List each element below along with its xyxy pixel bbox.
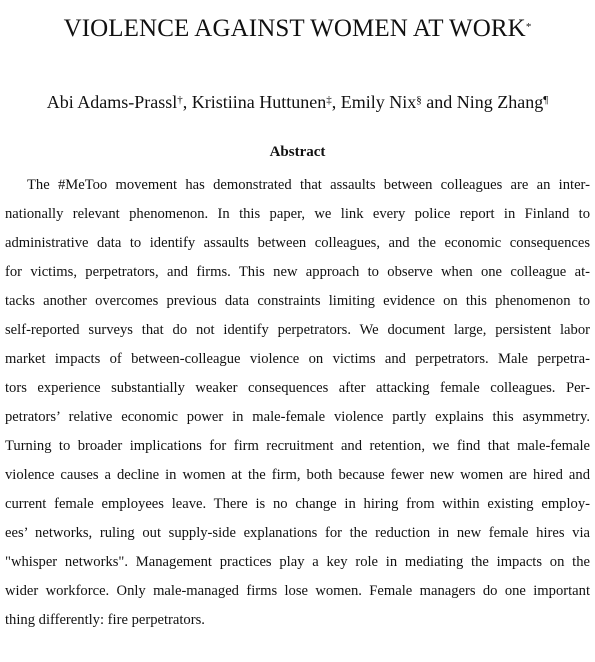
abstract-line: for victims, perpetrators, and firms. This new approach to observe when one colleague at- <box>5 264 590 280</box>
abstract-line: thing differently: fire perpetrators. <box>5 612 205 628</box>
abstract-line: administrative data to identify assaults between colleagues, and the economic consequences <box>5 235 590 251</box>
author-footnote-mark: ¶ <box>543 94 549 106</box>
author-separator: , <box>331 92 341 112</box>
author-name: Kristiina Huttunen <box>191 92 327 112</box>
author-footnote-mark: § <box>416 94 422 106</box>
abstract-line: nationally relevant phenomenon. In this paper, we link every police report in Finland to <box>5 206 590 222</box>
abstract-line: wider workforce. Only male-managed firms lose women. Female managers do one important <box>5 583 590 599</box>
abstract-line: "whisper networks". Management practices play a key role in mediating the impacts on the <box>5 554 590 570</box>
abstract-line: petrators’ relative economic power in male-female violence partly explains this asymmetry. <box>5 409 590 425</box>
paper-title-text: VIOLENCE AGAINST WOMEN AT WORK <box>63 15 526 42</box>
author-list <box>5 90 590 114</box>
abstract-line: current female employees leave. There is no change in hiring from within existing employ- <box>5 496 590 512</box>
abstract-line: tacks another overcomes previous data constraints limiting evidence on this phenomenon to <box>5 293 590 309</box>
abstract-line: self-reported surveys that do not identify perpetrators. We document large, persistent labor <box>5 322 590 338</box>
abstract-line: Turning to broader implications for firm recruitment and retention, we find that male-female <box>5 438 590 454</box>
abstract-line: tors experience substantially weaker consequences after attacking female colleagues. Per- <box>5 380 590 396</box>
paper-title <box>5 0 590 44</box>
abstract-body <box>5 171 590 635</box>
abstract-line: ees’ networks, ruling out supply-side explanations for the reduction in new female hires via <box>5 525 590 541</box>
abstract-line: violence causes a decline in women at the firm, both because fewer new women are hired and <box>5 467 590 483</box>
author-separator: , <box>182 92 192 112</box>
author-name: Emily Nix <box>340 92 417 112</box>
abstract-line: The #MeToo movement has demonstrated that assaults between colleagues are an inter- <box>27 177 590 193</box>
abstract-line: market impacts of between-colleague violence on victims and perpetrators. Male perpetra- <box>5 351 590 367</box>
author-separator: and <box>421 92 457 112</box>
title-footnote-mark: * <box>525 21 532 33</box>
author-footnote-mark: ‡ <box>326 94 332 106</box>
author-name: Abi Adams-Prassl <box>46 92 178 112</box>
author-footnote-mark: † <box>177 94 183 106</box>
abstract-heading: Abstract <box>269 144 326 160</box>
author-name: Ning Zhang <box>456 92 544 112</box>
